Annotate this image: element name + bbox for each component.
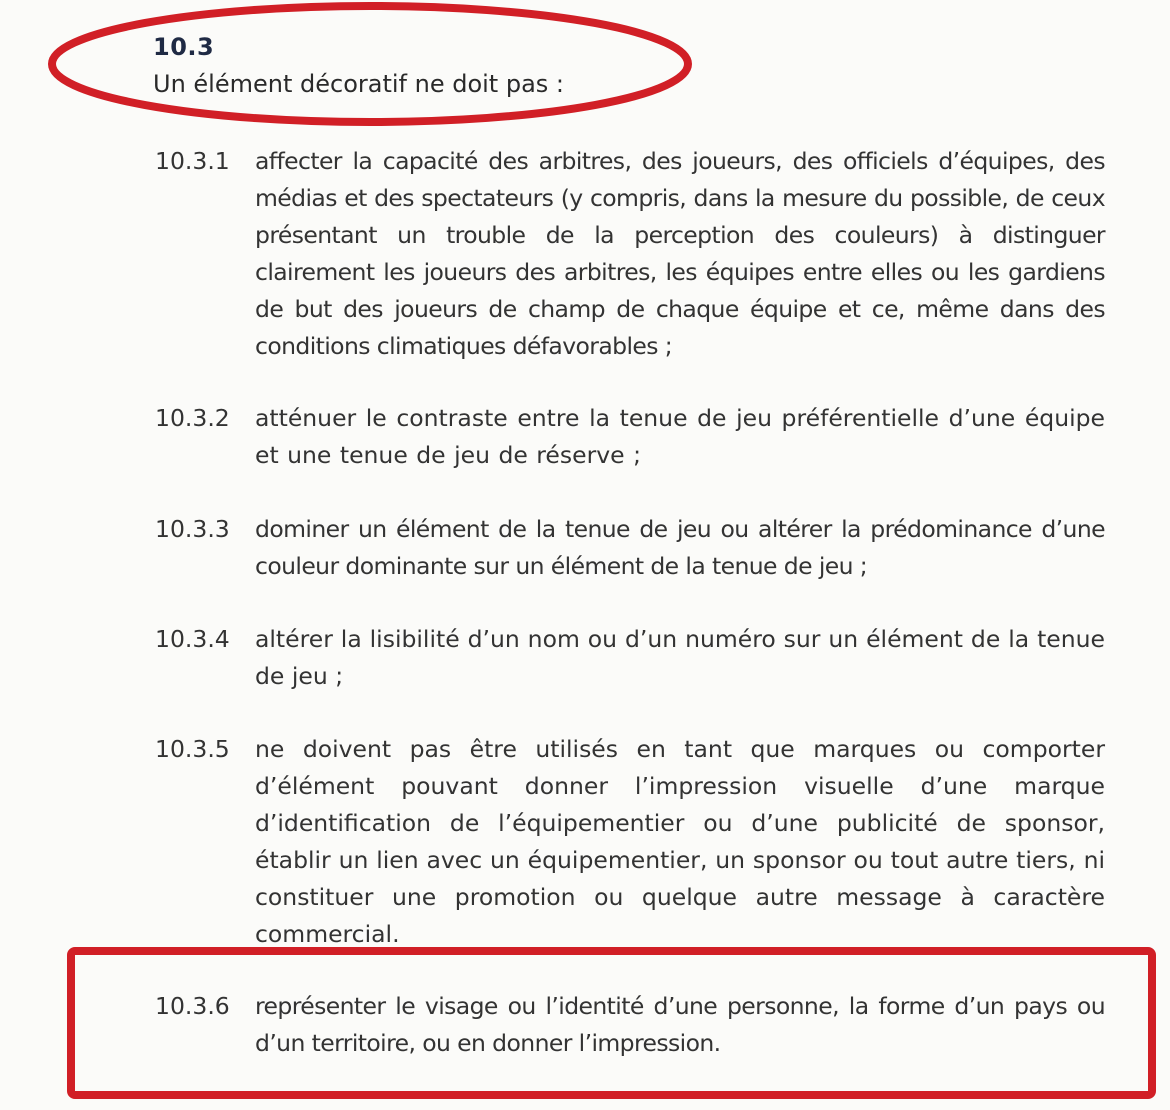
clause-text: altérer la lisibilité d’un nom ou d’un numéro sur un élément de la tenue de jeu ;: [255, 625, 1105, 690]
clause-number: 10.3.6: [155, 992, 230, 1020]
clause-10-3-1: [155, 143, 1110, 373]
clause-text: dominer un élément de la tenue de jeu ou altérer la prédominance d’une couleur dominante sur un élément de la tenue de jeu ;: [255, 515, 1105, 580]
heading-highlight-oval: [52, 6, 688, 122]
clause-10-3-4: [155, 621, 1110, 701]
clause-10-3-5: [155, 731, 1110, 961]
section-heading: Un élément décoratif ne doit pas :: [153, 70, 564, 98]
clause-text: ne doivent pas être utilisés en tant que marques ou comporter d’élément pouvant donner l’impression visuelle d’une marque d’identification de l’équipementier ou d’une publicité de sponsor, établir un lien avec un équipementier, un sponsor ou tout autre tiers, ni constituer une promotion ou quelque autre message à caractère commercial.: [255, 735, 1105, 948]
clause-number: 10.3.3: [155, 515, 230, 543]
clause-number: 10.3.4: [155, 625, 230, 653]
clause-number: 10.3.5: [155, 735, 230, 763]
clause-number: 10.3.2: [155, 404, 230, 432]
section-number: 10.3: [153, 33, 215, 61]
clause-10-3-3: [155, 511, 1110, 591]
clause-text: représenter le visage ou l’identité d’une personne, la forme d’un pays ou d’un territoire, ou en donner l’impression.: [255, 992, 1105, 1057]
clause-text: affecter la capacité des arbitres, des joueurs, des officiels d’équipes, des médias et des spectateurs (y compris, dans la mesure du possible, de ceux présentant un trouble de la perception des couleurs) à distinguer clairement les joueurs des arbitres, les équipes entre elles ou les gardiens de but des joueurs de champ de chaque équipe et ce, même dans des conditions climatiques défavorables ;: [255, 147, 1105, 360]
clause-text: atténuer le contraste entre la tenue de jeu préférentielle d’une équipe et une tenue de jeu de réserve ;: [255, 404, 1105, 469]
clause-10-3-6: [155, 988, 1110, 1068]
clause-10-3-2: [155, 400, 1110, 480]
clause-number: 10.3.1: [155, 147, 230, 175]
